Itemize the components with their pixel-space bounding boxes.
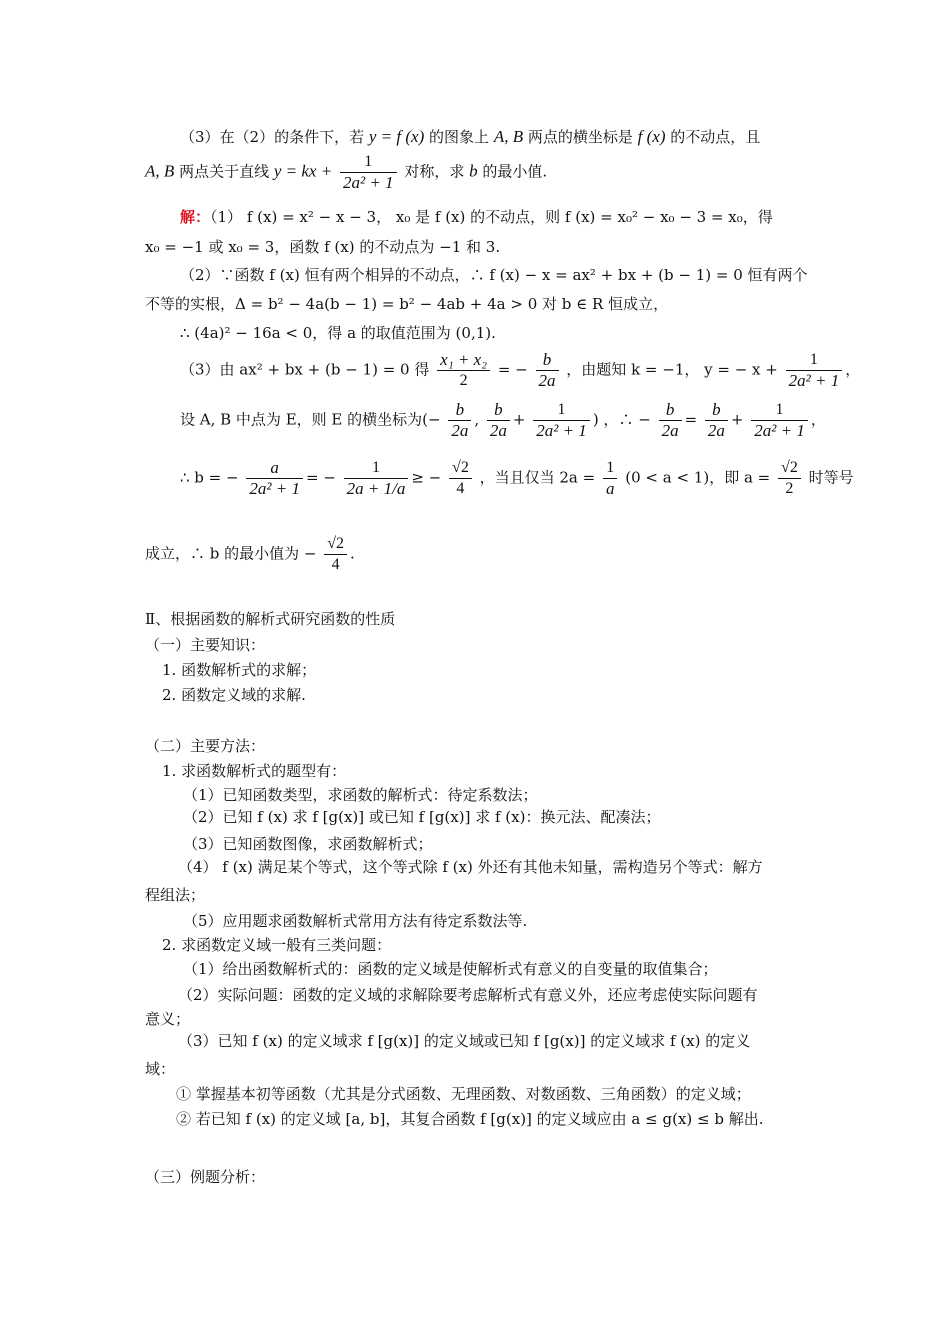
method-1-2: （2）已知 f (x) 求 f [g(x)] 或已知 f [g(x)] 求 f (x)：换元法、配凑法； [183,808,661,826]
method-2: 2. 求函数定义域一般有三类问题： [162,936,392,954]
example3-line1: （3）在（2）的条件下，若 y = f (x) 的图象上 A, B 两点的横坐标是 f (x) 的不动点，且 [180,127,761,146]
fraction: $\frac{b}{2a}$ [536,350,559,391]
fraction: $\frac{1}{\text{2a² + 1}}$ [786,350,843,391]
fraction: $\frac{b}{2a}$ [705,400,728,441]
section2-sub1: （一）主要知识： [145,636,266,654]
solution-p3-line2: 设 A, B 中点为 E，则 E 的横坐标为(− $\frac{b}{2a}$ , $\frac{b}{2a}$ + $\frac{1}{\text{2a² + 1}}$ ) ，∴ − $\frac{b}{2a}$ = $\frac{b}{2a}$ + $\frac{1}{\text{2a² + 1}}$ ， [180,400,826,440]
knowledge-item-1: 1. 函数解析式的求解； [162,661,317,679]
fraction: $\frac{b}{2a}$ [487,400,510,441]
section2-sub2: （二）主要方法： [145,737,266,755]
method-2-3b: 域： [145,1060,176,1078]
fraction: $\frac{a}{\text{2a² + 1}}$ [246,458,303,499]
circled-item-1: ① 掌握基本初等函数（尤其是分式函数、无理函数、对数函数、三角函数）的定义域； [176,1085,751,1103]
method-2-2a: （2）实际问题：函数的定义域的求解除要考虑解析式有意义外，还应考虑使实际问题有 [178,986,758,1004]
fraction: $\frac{1}{\text{2a² + 1}}$ [340,152,397,193]
fraction: $\frac{√2}{4}$ [324,534,347,575]
fraction: $\frac{1}{\text{2a² + 1}}$ [751,400,808,441]
fraction: $\frac{\text{x₁ + x₂}}{2}$ [437,350,490,391]
fraction: $\frac{1}{2a + 1/a}$ [344,458,409,499]
fraction: $\frac{b}{2a}$ [659,400,682,441]
method-1: 1. 求函数解析式的题型有： [162,762,347,780]
solution-p3-line3: ∴ b = − $\frac{a}{\text{2a² + 1}}$ = − $\frac{1}{2a + 1/a}$ ≥ − $\frac{√2}{4}$ ，当且仅当 2a = $\frac{1}{a}$ (0 < a < 1)，即 a = $\frac{√2}{2}$ 时等号 [180,458,854,498]
method-2-3a: （3）已知 f (x) 的定义域求 f [g(x)] 的定义域或已知 f [g(x)] 的定义域求 f (x) 的定义 [178,1032,751,1050]
fraction: $\frac{√2}{4}$ [449,458,472,499]
fraction: $\frac{b}{2a}$ [448,400,471,441]
method-1-3: （3）已知函数图像，求函数解析式； [183,835,433,853]
solution-p1-line2: x₀ = −1 或 x₀ = 3，函数 f (x) 的不动点为 −1 和 3. [145,238,501,256]
method-1-5: （5）应用题求函数解析式常用方法有待定系数法等. [183,912,528,930]
method-2-2b: 意义； [145,1010,191,1028]
method-1-4a: （4） f (x) 满足某个等式，这个等式除 f (x) 外还有其他未知量，需构造另个等式：解方 [178,858,763,876]
solution-p2-line1: （2）∵函数 f (x) 恒有两个相异的不动点，∴ f (x) − x = ax² + bx + (b − 1) = 0 恒有两个 [180,266,808,284]
knowledge-item-2: 2. 函数定义域的求解. [162,686,306,704]
fraction: $\frac{√2}{2}$ [778,458,801,499]
method-1-1: （1）已知函数类型，求函数的解析式：待定系数法； [183,786,538,804]
section2-heading: Ⅱ、根据函数的解析式研究函数的性质 [145,610,396,628]
section2-sub3: （三）例题分析： [145,1168,266,1186]
method-2-1: （1）给出函数解析式的：函数的定义域是使解析式有意义的自变量的取值集合； [183,960,718,978]
example3-line2: A, B 两点关于直线 y = kx + $\frac{1}{\text{2a² + 1}}$ 对称，求 b 的最小值. [145,153,548,192]
fraction: $\frac{1}{\text{2a² + 1}}$ [533,400,590,441]
solution-label: 解： [180,208,211,226]
solution-p3-line1: （3）由 ax² + bx + (b − 1) = 0 得 $\frac{\text{x₁ + x₂}}{2}$ = − $\frac{b}{2a}$ ，由题知 k = −1， y = − x + $\frac{1}{\text{2a² + 1}}$ ， [180,350,861,390]
solution-p2-line3: ∴ (4a)² − 16a < 0，得 a 的取值范围为 (0,1). [180,324,496,342]
solution-p1-line1: 解：（1） f (x) = x² − x − 3， x₀ 是 f (x) 的不动点，则 f (x) = x₀² − x₀ − 3 = x₀，得 [180,208,773,226]
solution-p3-line4: 成立，∴ b 的最小值为 − $\frac{√2}{4}$ . [145,535,355,573]
solution-p2-line2: 不等的实根，Δ = b² − 4a(b − 1) = b² − 4ab + 4a > 0 对 b ∈ R 恒成立， [145,295,669,313]
method-1-4b: 程组法； [145,886,206,904]
circled-item-2: ② 若已知 f (x) 的定义域 [a, b]，其复合函数 f [g(x)] 的定义域应由 a ≤ g(x) ≤ b 解出. [176,1110,764,1128]
fraction: $\frac{1}{a}$ [603,458,618,499]
